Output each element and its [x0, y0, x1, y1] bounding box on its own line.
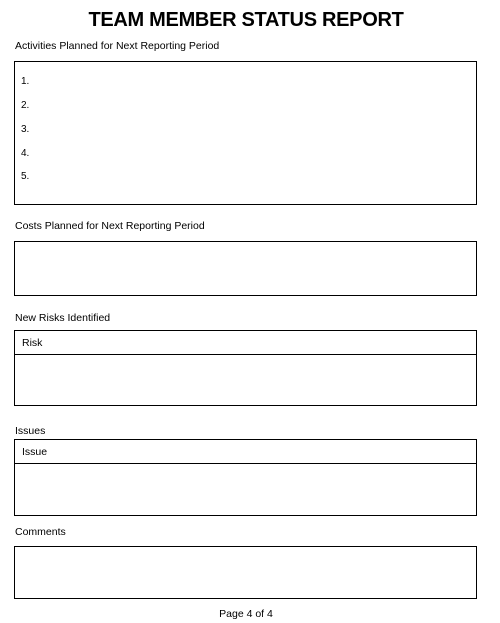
comments-label: Comments: [15, 526, 66, 538]
risk-column-header: Risk: [14, 330, 477, 355]
page-number: Page 4 of 4: [219, 608, 273, 620]
activity-item-4: 4.: [21, 148, 30, 159]
risks-label: New Risks Identified: [15, 312, 111, 324]
activities-label: Activities Planned for Next Reporting Period: [15, 40, 220, 52]
issue-column-header: Issue: [14, 439, 477, 464]
activity-item-1: 1.: [21, 76, 30, 87]
issues-label: Issues: [15, 425, 46, 437]
activity-item-5: 5.: [21, 171, 30, 182]
costs-box[interactable]: [14, 241, 477, 296]
page-title: TEAM MEMBER STATUS REPORT: [88, 9, 404, 31]
issues-box[interactable]: [14, 463, 477, 516]
activity-item-2: 2.: [21, 100, 30, 111]
activities-box[interactable]: [14, 61, 477, 205]
costs-label: Costs Planned for Next Reporting Period: [15, 220, 205, 232]
activity-item-3: 3.: [21, 124, 30, 135]
risks-box[interactable]: [14, 354, 477, 406]
comments-box[interactable]: [14, 546, 477, 599]
